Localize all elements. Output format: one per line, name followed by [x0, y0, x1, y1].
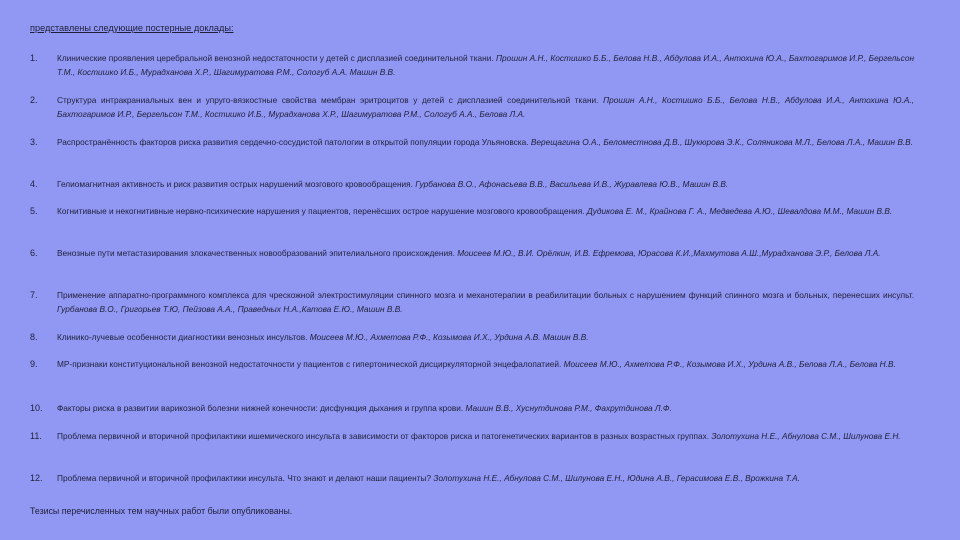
item-authors: Золотухина Н.Е., Абнулова С.М., Шилунова Е.Н. — [711, 431, 901, 441]
item-title: Клинические проявления церебральной венозной недостаточности у детей с дисплазией соединительной ткани. — [57, 53, 494, 63]
item-title: Проблема первичной и вторичной профилактики инсульта. Что знают и делают наши пациенты? — [57, 473, 432, 483]
item-title: МР-признаки конституциональной венозной недостаточности у пациентов с гипертонической дисциркуляторной энцефалопатией. — [57, 359, 562, 369]
list-item-2 — [30, 94, 914, 121]
item-number: 5. — [30, 206, 38, 216]
item-number: 11. — [30, 431, 42, 441]
item-text — [57, 136, 914, 150]
list-item-12 — [30, 472, 914, 486]
item-text — [57, 472, 914, 486]
item-number: 3. — [30, 137, 38, 147]
item-number: 7. — [30, 290, 38, 300]
item-text — [57, 94, 914, 121]
list-item-3 — [30, 136, 914, 150]
item-authors: Гурбанова В.О., Афонасьева В.В., Васильева И.В., Журавлева Ю.В., Машин В.В. — [415, 179, 729, 189]
list-item-1 — [30, 52, 914, 79]
list-item-10 — [30, 402, 914, 416]
item-title: Применение аппаратно-программного комплекса для чрескожной электростимуляции спинного мозга и механотерапии в реабилитации больных с нарушением функций спинного мозга и больных, перенесших инсульт. — [57, 290, 914, 300]
item-text — [57, 289, 914, 316]
intro-heading: представлены следующие постерные доклады: — [30, 23, 234, 33]
item-title: Факторы риска в развитии варикозной болезни нижней конечности: дисфункция дыхания и группа крови. — [57, 403, 464, 413]
list-item-9 — [30, 358, 914, 372]
item-authors: Прошин А.Н., Костишко Б.Б., Белова Н.В., Абдулова И.А., Антохина Ю.А., Бахтогаримов И.Р., Бергельсон Т.М., Костишко И.Б., Мурадханова Х.Р., Шагимуратова Р.М., Сологуб А.А., Белова Л.А. — [57, 95, 914, 119]
list-item-6 — [30, 247, 914, 261]
item-title: Гелиомагнитная активность и риск развития острых нарушений мозгового кровообращения. — [57, 179, 413, 189]
item-text — [57, 430, 914, 444]
item-title: Проблема первичной и вторичной профилактики ишемического инсульта в зависимости от факторов риска и патогенетических вариантов в разных возрастных группах. — [57, 431, 710, 441]
item-authors: Машин В.В., Хуснутдинова Р.М., Фахрутдинова Л.Ф. — [465, 403, 672, 413]
item-number: 2. — [30, 95, 38, 105]
item-title: Когнитивные и некогнитивные нервно-психические нарушения у пациентов, перенёсших острое нарушение мозгового кровообращения. — [57, 206, 585, 216]
item-text — [57, 247, 914, 261]
item-title: Структура интракраниальных вен и упруго-вязкостные свойства мембран эритроцитов у детей с дисплазией соединительной ткани. — [57, 95, 599, 105]
item-title: Клинико-лучевые особенности диагностики венозных инсультов. — [57, 332, 308, 342]
list-item-4 — [30, 178, 914, 192]
list-item-7 — [30, 289, 914, 316]
item-number: 6. — [30, 248, 38, 258]
item-title: Распространённость факторов риска развития сердечно-сосудистой патологии в открытой популяции города Ульяновска. — [57, 137, 529, 147]
item-text — [57, 358, 914, 372]
list-item-11 — [30, 430, 914, 444]
item-authors: Золотухина Н.Е., Абнулова С.М., Шилунова Е.Н., Юдина А.В., Герасимова Е.В., Врожкина Т.А. — [433, 473, 800, 483]
item-authors: Верещагина О.А., Беломестнова Д.В., Шукюрова Э.К., Соляникова М.Л., Белова Л.А., Машин В.В. — [530, 137, 914, 147]
closing-note: Тезисы перечисленных тем научных работ были опубликованы. — [30, 506, 293, 516]
item-authors: Дудикова Е. М., Крайнова Г. А., Медведева А.Ю., Шевалдова М.М., Машин В.В. — [586, 206, 893, 216]
item-number: 9. — [30, 359, 38, 369]
item-number: 1. — [30, 53, 38, 63]
list-item-8 — [30, 331, 914, 345]
list-item-5 — [30, 205, 914, 219]
item-title: Венозные пути метастазирования злокачественных новообразований эпителиального происхождения. — [57, 248, 455, 258]
item-text — [57, 205, 914, 219]
item-text — [57, 402, 914, 416]
item-text — [57, 178, 914, 192]
item-number: 8. — [30, 332, 38, 342]
item-authors: Прошин А.Н., Костишко Б.Б., Белова Н.В., Абдулова И.А., Антохина Ю.А., Бахтогаримов И.Р., Бергельсон Т.М., Костишко И.Б., Мурадханова Х.Р., Шагимуратова Р.М., Сологуб А.А. Машин В.В. — [57, 53, 915, 77]
item-number: 12. — [30, 473, 43, 483]
item-authors: Моисеев М.Ю., Ахметова Р.Ф., Козымова И.Х., Урдина А.В. Машин В.В. — [309, 332, 589, 342]
item-text — [57, 331, 914, 345]
item-authors: Моисеев М.Ю., Ахметова Р.Ф., Козымова И.Х., Урдина А.В., Белова Л.А., Белова Н.В. — [563, 359, 896, 369]
item-number: 10. — [30, 403, 43, 413]
item-number: 4. — [30, 179, 38, 189]
item-authors: Моисеев М.Ю., В.И. Орёлкин, И.В. Ефремова, Юрасова К.И.,Махмутова А.Ш.,Мурадханова Э.Р., Белова Л.А. — [457, 248, 881, 258]
item-text — [57, 52, 914, 79]
item-authors: Гурбанова В.О., Григорьев Т.Ю, Пейзова А.А., Праведных Н.А.,Катова Е.Ю., Машин В.В. — [57, 303, 403, 314]
